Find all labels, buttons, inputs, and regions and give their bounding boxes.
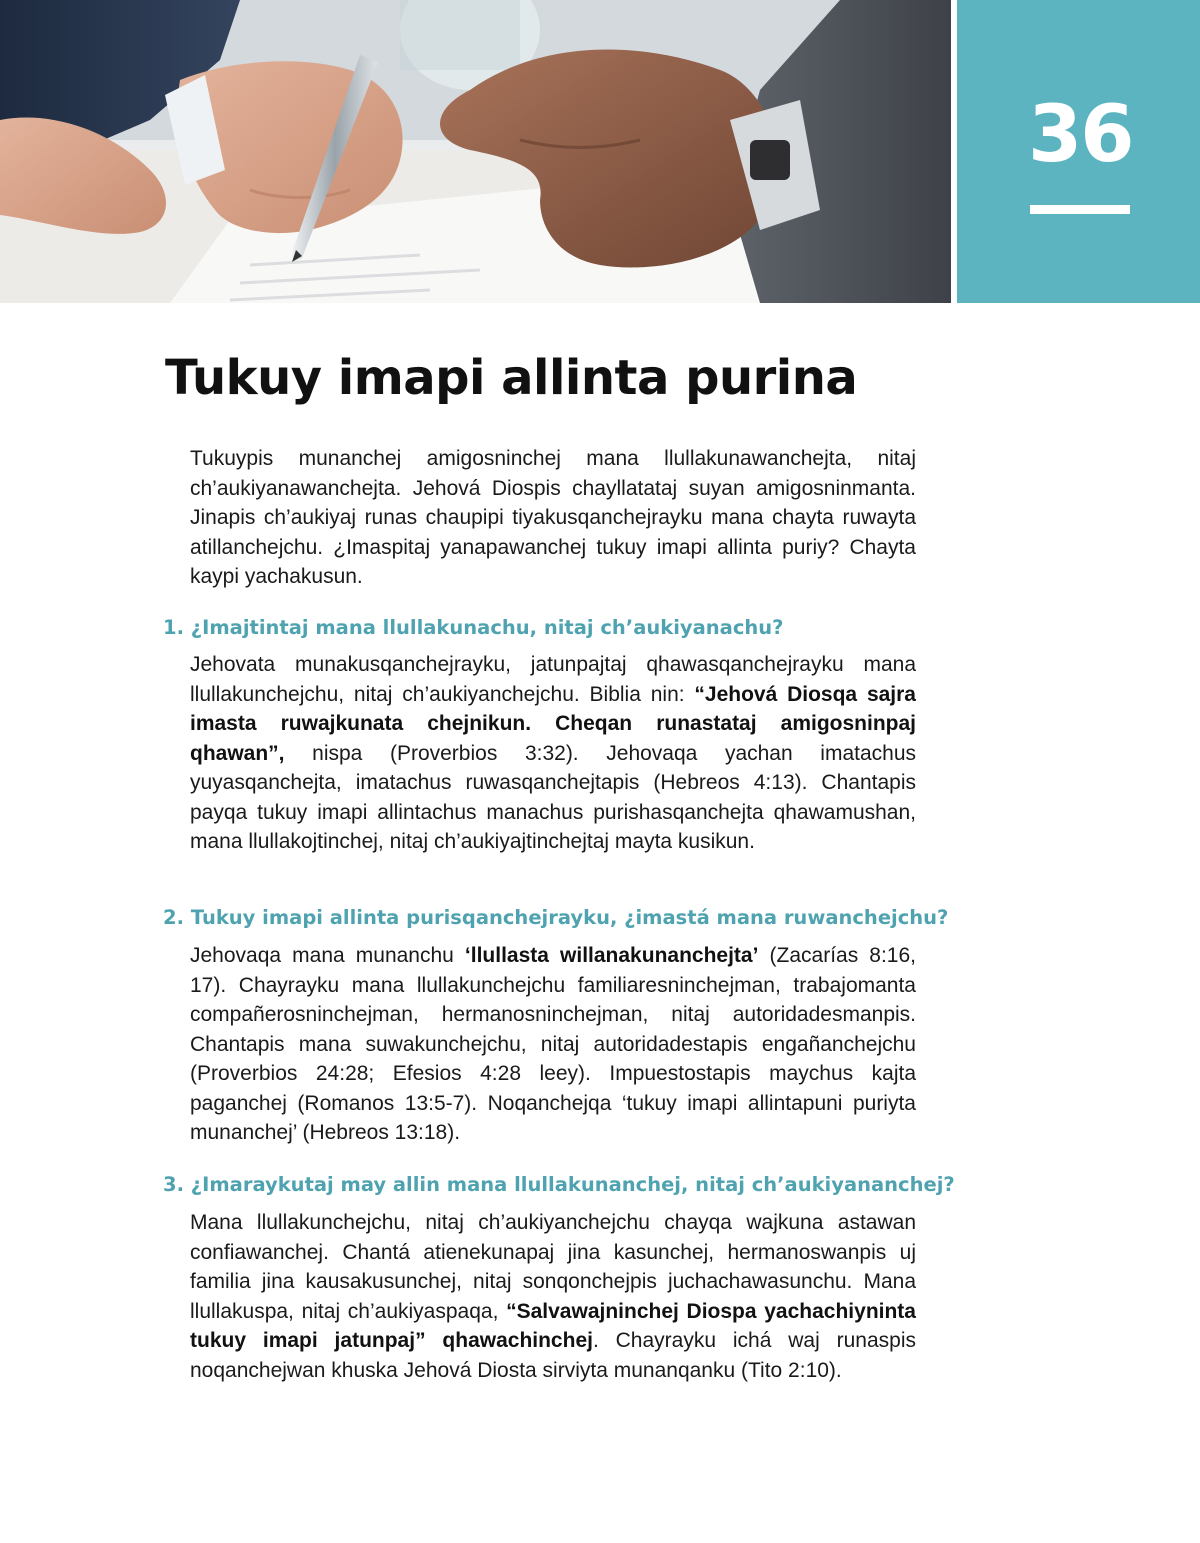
- section-3-paragraph: [190, 1208, 916, 1385]
- question-text: Tukuy imapi allinta purisqanchejrayku, ¿imastá mana ruwanchejchu?: [190, 906, 949, 929]
- lesson-number-underline: [1030, 205, 1130, 214]
- section-1-paragraph: [190, 650, 916, 857]
- question-2: [163, 904, 949, 932]
- text-run: Mana llullakunchejchu, nitaj ch’aukiyanchejchu chayqa wajkuna astawan confiawanchej. Chantá atienekunapaj jina kasunchej, hermanoswanpis uj familia jina kausakusunchej, nitaj sonqonchejpis juchachawasunchu. Mana llullakuspa, nitaj ch’aukiyaspaqa,: [190, 1211, 916, 1323]
- lesson-number: 36: [1028, 90, 1133, 180]
- question-number: 3.: [163, 1173, 184, 1196]
- bold-quote: ‘llullasta willanakunanchejta’: [464, 944, 759, 967]
- header-photo: [0, 0, 951, 303]
- text-run: . Chayrayku ichá waj runaspis noqanchejwan khuska Jehová Diosta sirviyta munanqanku (Tito 2:10).: [190, 1329, 916, 1382]
- section-2-paragraph: [190, 941, 916, 1148]
- question-3: [163, 1171, 955, 1199]
- page-title: Tukuy imapi allinta purina: [165, 350, 858, 406]
- text-run: nispa (Proverbios 3:32). Jehovaqa yachan imatachus yuyasqanchejta, imatachus ruwasqanchejtapis (Hebreos 4:13). Chantapis payqa tukuy imapi allintachus manachus purishasqanchejta qhawamushan, mana llullakojtinchej, nitaj ch’aukiyajtinchejtaj mayta kusikun.: [190, 741, 916, 853]
- text-run: Jehovaqa mana munanchu: [190, 944, 465, 967]
- text-run: Jehovata munakusqanchejrayku, jatunpajtaj qhawasqanchejrayku mana llullakunchejchu, nitaj ch’aukiyanchejchu. Biblia nin:: [190, 653, 916, 706]
- hands-signing-document-illustration: [0, 0, 951, 303]
- intro-paragraph: Tukuypis munanchej amigosninchej mana llullakunawanchejta, nitaj ch’aukiyanawanchejta. Jehová Diospis chayllatataj suyan amigosninmanta. Jinapis ch’aukiyaj runas chaupipi tiyakusqanchejrayku mana chayta ruwayta atillanchejchu. ¿Imaspitaj yanapawanchej tukuy imapi allinta puriy? Chayta kaypi yachakusun.: [190, 447, 916, 588]
- question-1: [163, 614, 943, 642]
- bold-quote: “Jehová Diosqa sajra imasta ruwajkunata chejnikun. Cheqan runastataj amigosninpaj qhawan”,: [190, 682, 916, 765]
- question-text: ¿Imaraykutaj may allin mana llullakunanchej, nitaj ch’aukiyananchej?: [190, 1173, 955, 1196]
- text-run: (Zacarías 8:16, 17). Chayrayku mana llullakunchejchu familiaresninchejman, trabajomanta compañerosninchejman, hermanosninchejman, nitaj autoridadesmanpis. Chantapis mana suwakunchejchu, nitaj autoridadestapis engañanchejchu (Proverbios 24:28; Efesios 4:28 leey). Impuestostapis maychus kajta paganchej (Romanos 13:5-7). Noqanchejqa ‘tukuy imapi allintapuni puriyta munanchej’ (Hebreos 13:18).: [190, 944, 916, 1144]
- question-number: 1.: [163, 616, 184, 639]
- question-number: 2.: [163, 906, 184, 929]
- bold-quote: “Salvawajninchej Diospa yachachiyninta tukuy imapi jatunpaj” qhawachinchej: [190, 1299, 916, 1352]
- question-text: ¿Imajtintaj mana llullakunachu, nitaj ch’aukiyanachu?: [190, 616, 784, 639]
